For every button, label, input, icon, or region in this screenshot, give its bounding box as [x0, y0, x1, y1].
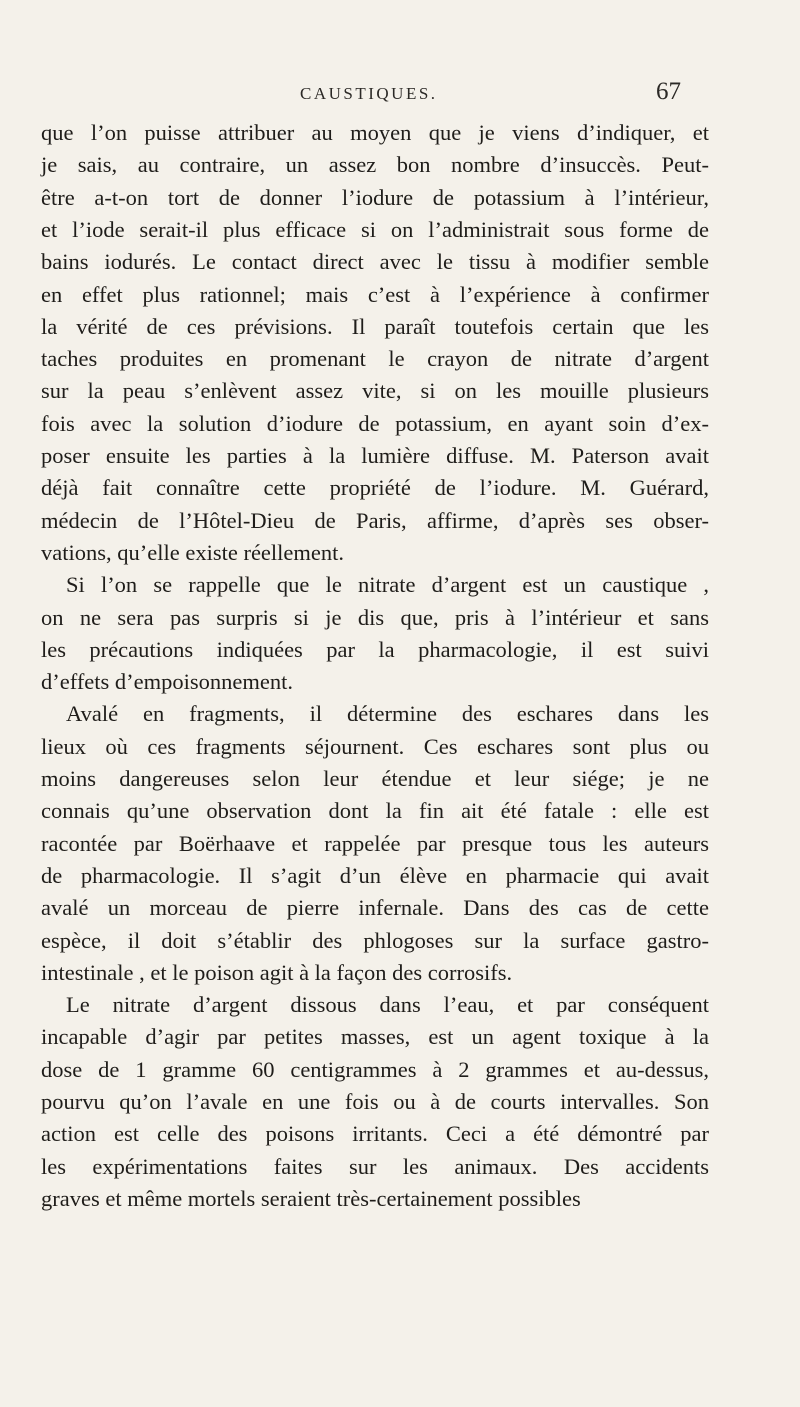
text-line: de pharmacologie. Il s’agit d’un élève en pharmacie qui avait: [41, 862, 709, 888]
page-number: 67: [656, 78, 681, 105]
text-line: Le nitrate d’argent dissous dans l’eau, et par conséquent: [66, 992, 709, 1018]
text-line: incapable d’agir par petites masses, est un agent toxique à la: [41, 1024, 709, 1050]
text-line: connais qu’une observation dont la fin ait été fatale : elle est: [41, 798, 709, 824]
text-line: lieux où ces fragments séjournent. Ces eschares sont plus ou: [41, 733, 709, 759]
text-line: sur la peau s’enlèvent assez vite, si on les mouille plusieurs: [41, 378, 709, 404]
text-line: dose de 1 gramme 60 centigrammes à 2 grammes et au-dessus,: [41, 1056, 709, 1082]
text-line: vations, qu’elle existe réellement.: [41, 539, 345, 565]
text-line: racontée par Boërhaave et rappelée par presque tous les auteurs: [41, 830, 709, 856]
text-line: médecin de l’Hôtel-Dieu de Paris, affirme, d’après ses obser-: [41, 507, 709, 533]
text-line: pourvu qu’on l’avale en une fois ou à de courts intervalles. Son: [41, 1089, 709, 1114]
text-line: action est celle des poisons irritants. Ceci a été démontré par: [41, 1121, 709, 1147]
text-line: et l’iode serait-il plus efficace si on l’administrait sous forme de: [41, 216, 709, 242]
running-head: [0, 78, 800, 108]
text-line: d’effets d’empoisonnement.: [41, 669, 294, 695]
running-title: CAUSTIQUES.: [300, 84, 438, 103]
text-line: espèce, il doit s’établir des phlogoses sur la surface gastro-: [41, 927, 709, 953]
text-line: déjà fait connaître cette propriété de l’iodure. M. Guérard,: [41, 475, 709, 501]
text-line: Avalé en fragments, il détermine des eschares dans les: [66, 701, 709, 727]
text-line: en effet plus rationnel; mais c’est à l’expérience à confirmer: [41, 281, 709, 307]
text-line: être a-t-on tort de donner l’iodure de potassium à l’intérieur,: [41, 184, 709, 210]
text-line: les précautions indiquées par la pharmacologie, il est suivi: [41, 636, 709, 662]
text-line: taches produites en promenant le crayon de nitrate d’argent: [41, 346, 709, 372]
text-line: poser ensuite les parties à la lumière diffuse. M. Paterson avait: [41, 443, 709, 468]
text-line: les expérimentations faites sur les animaux. Des accidents: [41, 1153, 709, 1179]
text-line: la vérité de ces prévisions. Il paraît toutefois certain que les: [41, 313, 709, 339]
text-line: je sais, au contraire, un assez bon nombre d’insuccès. Peut-: [41, 152, 709, 178]
text-line: Si l’on se rappelle que le nitrate d’argent est un caustique ,: [66, 572, 709, 598]
text-line: avalé un morceau de pierre infernale. Dans des cas de cette: [41, 895, 709, 921]
text-line: on ne sera pas surpris si je dis que, pris à l’intérieur et sans: [41, 604, 709, 630]
text-line: que l’on puisse attribuer au moyen que je viens d’indiquer, et: [41, 120, 709, 145]
text-line: intestinale , et le poison agit à la façon des corrosifs.: [41, 959, 513, 985]
text-line: bains iodurés. Le contact direct avec le tissu à modifier semble: [41, 249, 709, 275]
text-line: moins dangereuses selon leur étendue et leur siége; je ne: [41, 766, 709, 791]
text-line: graves et même mortels seraient très-certainement possibles: [41, 1185, 581, 1211]
text-line: fois avec la solution d’iodure de potassium, en ayant soin d’ex-: [41, 410, 709, 436]
